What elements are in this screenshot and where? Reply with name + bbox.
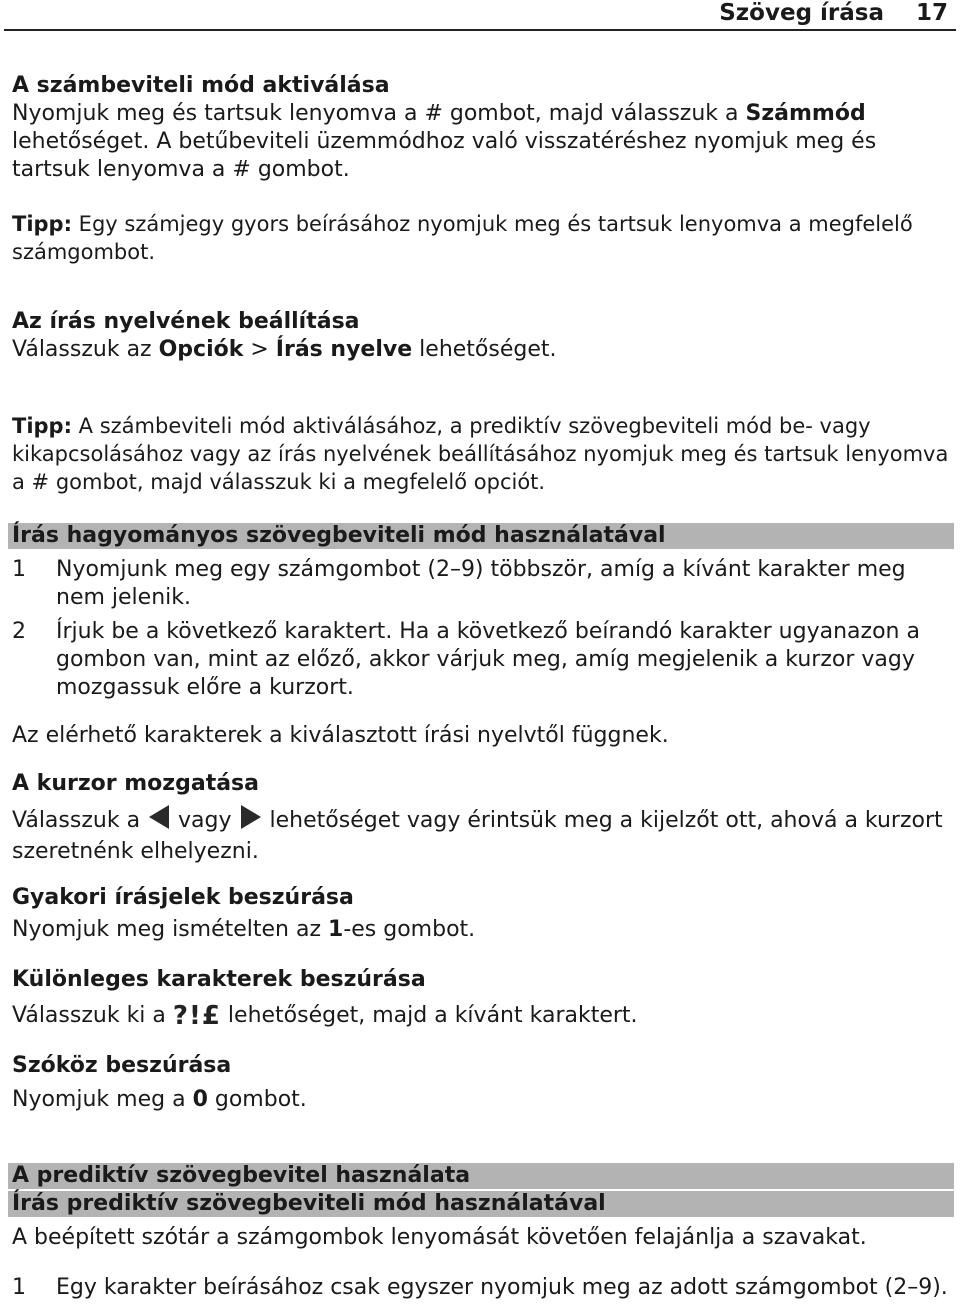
text: Nyomjuk meg és tartsuk lenyomva a # gombot, majd válasszuk a: [12, 101, 746, 126]
tip-number-entry: [12, 210, 952, 266]
list-text: Nyomjunk meg egy számgombot (2–9) többször, amíg a kívánt karakter meg nem jelenik.: [56, 557, 906, 610]
text: vagy: [171, 808, 239, 833]
text: Nyomjuk meg ismételten az: [12, 917, 329, 942]
tip-text: Egy számjegy gyors beírásához nyomjuk meg és tartsuk lenyomva a megfelelő számgombot.: [12, 212, 913, 264]
list-item: [12, 1274, 952, 1302]
paragraph: Az elérhető karakterek a kiválasztott írási nyelvtől függnek.: [12, 723, 669, 748]
text: Válasszuk az: [12, 337, 159, 362]
paragraph: [12, 1002, 952, 1030]
section-bar-heading: Írás hagyományos szövegbeviteli mód használatával: [8, 523, 954, 549]
section-numeric-mode: [12, 72, 952, 184]
section-bar-heading: A prediktív szövegbevitel használata: [8, 1163, 954, 1189]
key-term: 0: [192, 1087, 208, 1112]
right-arrow-icon: [239, 804, 263, 838]
section-heading: A kurzor mozgatása: [12, 771, 259, 796]
tip-paragraph: [12, 210, 952, 266]
special-characters-icon: ?!£: [172, 1001, 221, 1031]
section-cursor: [12, 770, 952, 866]
section-punctuation: [12, 884, 952, 944]
section-heading: Az írás nyelvének beállítása: [12, 309, 360, 334]
paragraph: [12, 804, 952, 866]
paragraph: A beépített szótár a számgombok lenyomását követően felajánlja a szavakat.: [12, 1225, 867, 1250]
paragraph: [12, 1086, 952, 1114]
tip-paragraph: [12, 412, 952, 496]
running-header: [0, 0, 960, 26]
section-writing-language: [12, 308, 952, 364]
page-number: 17: [915, 0, 948, 26]
text: lehetőséget.: [412, 337, 557, 362]
predictive-intro: [12, 1224, 952, 1252]
section-bar-subheading: Írás prediktív szövegbeviteli mód használatával: [8, 1191, 954, 1217]
list-text: Egy karakter beírásához csak egyszer nyomjuk meg az adott számgombot (2–9).: [56, 1275, 948, 1300]
text: Válasszuk ki a: [12, 1003, 173, 1028]
note-available-characters: [12, 722, 952, 750]
list-number: 1: [12, 557, 26, 582]
tip-label: Tipp:: [12, 414, 72, 438]
text: Nyomjuk meg a: [12, 1087, 193, 1112]
text: -es gombot.: [343, 917, 476, 942]
section-space: [12, 1052, 952, 1114]
header-rule: [4, 29, 956, 31]
paragraph: [12, 916, 952, 944]
tip-language: [12, 412, 952, 496]
list-number: 1: [12, 1275, 26, 1300]
text: gombot.: [207, 1087, 307, 1112]
text: lehetőséget. A betűbeviteli üzemmódhoz való visszatéréshez nyomjuk meg és tartsuk lenyomva a # gombot.: [12, 129, 877, 182]
section-special-characters: [12, 966, 952, 1030]
key-term: 1: [328, 917, 344, 942]
tip-label: Tipp:: [12, 212, 72, 236]
paragraph: [12, 336, 952, 364]
text: >: [243, 337, 276, 362]
list-item: [12, 618, 952, 702]
list-text: Írjuk be a következő karaktert. Ha a következő beírandó karakter ugyanazon a gombon van, mint az előző, akkor várjuk meg, amíg megjelenik a kurzor vagy mozgassuk előre a kurzort.: [56, 619, 920, 700]
section-heading: Különleges karakterek beszúrása: [12, 967, 426, 992]
paragraph: [12, 100, 952, 184]
text: lehetőséget, majd a kívánt karaktert.: [220, 1003, 638, 1028]
text: Válasszuk a: [12, 808, 148, 833]
list-item: [12, 556, 952, 612]
menu-term-writing-language: Írás nyelve: [275, 337, 413, 362]
menu-term-options: Opciók: [158, 337, 244, 362]
list-number: 2: [12, 619, 26, 644]
text: lehetőséget vagy érintsük meg a kijelzőt ott, ahová a kurzort szeretnénk elhelyezni.: [12, 808, 943, 864]
section-heading: A számbeviteli mód aktiválása: [12, 73, 390, 98]
section-heading: Szóköz beszúrása: [12, 1053, 232, 1078]
bold-term: Számmód: [745, 101, 866, 126]
tip-text: A számbeviteli mód aktiválásához, a prediktív szövegbeviteli mód be- vagy kikapcsolásához vagy az írás nyelvének beállításához nyomjuk meg és tartsuk lenyomva a # gombot, majd válasszuk ki a megfelelő opciót.: [12, 414, 949, 494]
left-arrow-icon: [147, 804, 171, 838]
running-header-title: Szöveg írása: [719, 0, 884, 26]
section-heading: Gyakori írásjelek beszúrása: [12, 885, 354, 910]
